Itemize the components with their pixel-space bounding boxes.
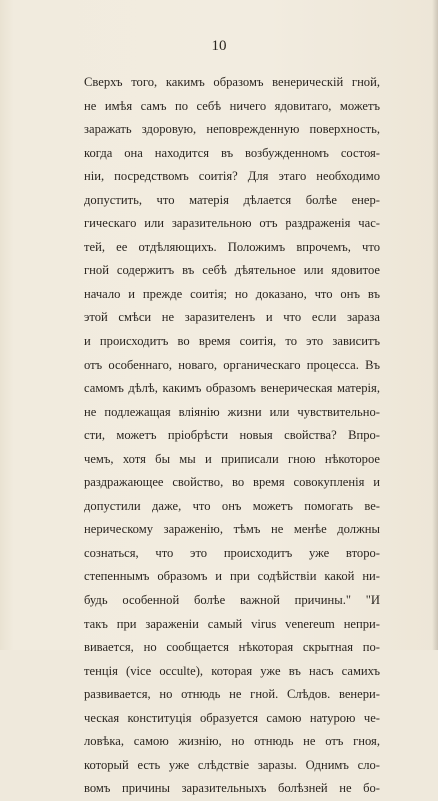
page-number: 10: [211, 38, 227, 54]
text-line: чемъ, хотя бы мы и приписали гною нѣкоторое: [84, 451, 380, 466]
text-line: самомъ дѣлѣ, какимъ образомъ венерическая матерія,: [84, 381, 380, 396]
text-line: и происходитъ во время соитія, то это зависитъ: [84, 334, 380, 349]
text-line: вомъ причины заразительныхъ болѣзней не бо-: [84, 781, 380, 796]
text-line: гной содержитъ въ себѣ дѣятельное или ядовитое: [84, 263, 380, 278]
text-line: который есть уже слѣдствіе заразы. Однимъ сло-: [84, 757, 380, 772]
text-line: раздражающее свойство, во время совокупленія и: [84, 475, 380, 490]
page-edge-shadow: [432, 0, 438, 650]
body-text: [84, 71, 380, 801]
text-line: ловѣка, самою жизнію, но отнюдь не отъ гноя,: [84, 734, 380, 749]
text-line: отъ особеннаго, новаго, органическаго процесса. Въ: [84, 357, 380, 372]
text-line: сознаться, что это происходитъ уже второ-: [84, 545, 380, 560]
text-line: такъ при зараженіи самый virus venereum непри-: [84, 616, 380, 631]
text-line: ческая конституція образуется самою натурою че-: [84, 710, 380, 725]
text-line: тей, ее отдѣляющихъ. Положимъ впрочемъ, что: [84, 239, 380, 254]
text-line: допустили даже, что онъ можетъ помогать ве-: [84, 498, 380, 513]
text-line: начало и прежде соитія; но доказано, что онъ въ: [84, 286, 380, 301]
text-line: гическаго или заразительною отъ раздраженія час-: [84, 216, 380, 231]
text-line: не имѣя самъ по себѣ ничего ядовитаго, можетъ: [84, 98, 380, 113]
text-line: этой смѣси не заразителенъ и что если зараза: [84, 310, 380, 325]
text-line: не подлежащая вліянію жизни или чувствительно-: [84, 404, 380, 419]
text-line: ніи, посредствомъ соитія? Для этаго необходимо: [84, 169, 380, 184]
text-line: будь особенной болѣе важной причины." "И: [84, 593, 380, 608]
text-line: тенція (vice occulte), которая уже въ насъ самихъ: [84, 663, 380, 678]
text-line: вивается, но сообщается нѣкоторая скрытная по-: [84, 640, 380, 655]
text-line: Сверхъ того, какимъ образомъ венерическій гной,: [84, 75, 380, 89]
text-line: сти, можетъ пріобрѣсти новыя свойства? Впро-: [84, 428, 380, 443]
text-line: нерическому зараженію, тѣмъ не менѣе должны: [84, 522, 380, 537]
text-line: степеннымъ образомъ и при содѣйствіи какой ни-: [84, 569, 380, 584]
text-line: когда она находится въ возбужденномъ состоя-: [84, 145, 380, 160]
text-line: развивается, но отнюдь не гной. Слѣдов. венери-: [84, 687, 380, 702]
text-line: заражать здоровую, неповрежденную поверхность,: [84, 122, 380, 137]
text-line: допустить, что матерія дѣлается болѣе енер-: [84, 192, 380, 207]
